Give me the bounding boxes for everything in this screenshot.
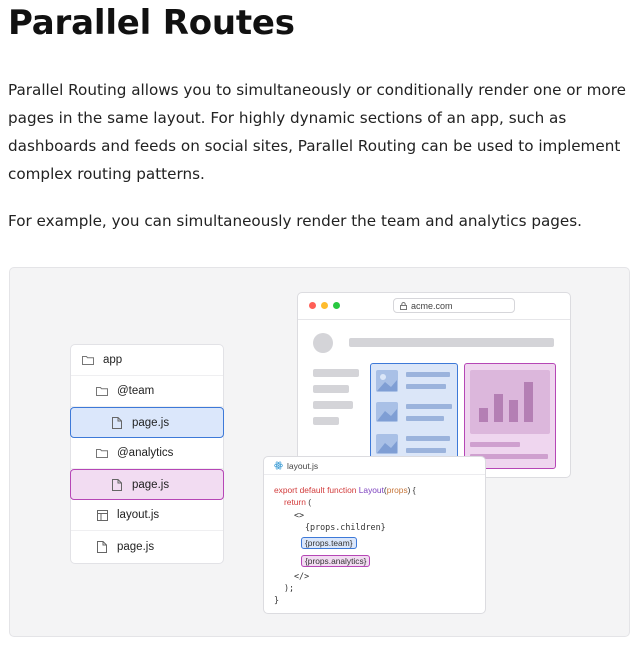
code-line-6 <box>301 555 370 567</box>
code-line-2: return ( <box>284 497 312 507</box>
code-editor-header <box>264 457 485 475</box>
tree-item-app <box>71 345 223 376</box>
close-dot <box>309 302 316 309</box>
folder-icon <box>95 446 109 460</box>
tree-item-label: layout.js <box>117 509 160 521</box>
code-editor-card <box>263 456 486 614</box>
code-line-7: </> <box>294 571 310 581</box>
analytics-content-illustration <box>465 364 555 468</box>
intro-paragraph: Parallel Routing allows you to simultaneously or conditionally render one or more pages in the same layout. For highly dynamic sections of an app, such as dashboards and feeds on social sites, Parallel Routing can be used to implement complex routing patterns. <box>8 81 626 183</box>
code-line-1: export default function Layout(props) { <box>274 485 416 495</box>
maximize-dot <box>333 302 340 309</box>
header-bar-placeholder <box>349 338 554 347</box>
file-icon <box>110 478 124 492</box>
team-content-illustration <box>371 364 457 468</box>
tree-item-label: page.js <box>117 540 155 553</box>
team-prop-highlight: {props.team} <box>301 537 357 549</box>
analytics-slot-pane <box>464 363 556 469</box>
example-paragraph: For example, you can simultaneously render the team and analytics pages. <box>8 212 582 230</box>
code-line-5 <box>301 537 357 549</box>
tree-item-analytics-page <box>70 469 224 500</box>
tree-item-label: @analytics <box>117 447 174 459</box>
file-icon <box>110 416 124 430</box>
browser-toolbar <box>298 293 570 320</box>
code-line-9: } <box>274 595 280 605</box>
code-line-4: {props.children} <box>305 522 386 532</box>
tree-item-label: app <box>103 354 123 366</box>
url-text: acme.com <box>411 300 453 311</box>
code-line-3: <> <box>294 510 305 520</box>
tree-item-analytics-folder <box>71 438 223 469</box>
nav-line-placeholder <box>313 401 353 409</box>
team-slot-pane <box>370 363 458 469</box>
tree-item-team-page <box>70 407 224 438</box>
nav-line-placeholder <box>313 417 339 425</box>
folder-icon <box>95 384 109 398</box>
react-icon <box>274 461 283 470</box>
page-title: Parallel Routes <box>8 3 295 43</box>
file-icon <box>95 540 109 554</box>
tree-item-layout <box>71 500 223 531</box>
address-bar <box>393 298 515 313</box>
nav-line-placeholder <box>313 385 349 393</box>
file-tree <box>70 344 224 564</box>
minimize-dot <box>321 302 328 309</box>
nav-line-placeholder <box>313 369 359 377</box>
browser-mockup <box>297 292 571 478</box>
avatar-placeholder <box>313 333 333 353</box>
code-line-8: ); <box>284 583 295 593</box>
layout-icon <box>95 508 109 522</box>
tree-item-root-page <box>71 531 223 562</box>
tree-item-label: page.js <box>132 478 170 491</box>
folder-icon <box>81 353 95 367</box>
tree-item-label: @team <box>117 385 155 397</box>
code-filename: layout.js <box>287 460 319 471</box>
tree-item-label: page.js <box>132 416 170 429</box>
lock-icon <box>400 302 407 310</box>
parallel-routes-illustration <box>9 267 630 637</box>
analytics-prop-highlight: {props.analytics} <box>301 555 370 567</box>
tree-item-team-folder <box>71 376 223 407</box>
